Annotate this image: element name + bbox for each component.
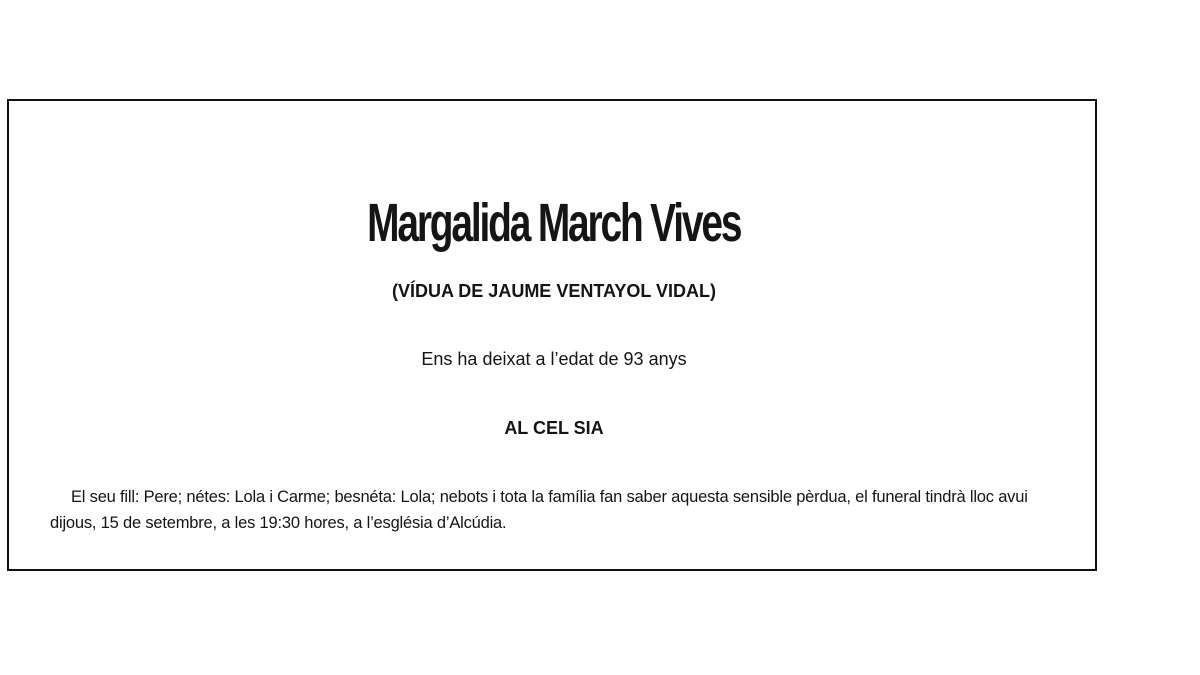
deceased-name: Margalida March Vives [367, 193, 741, 253]
farewell-line: AL CEL SIA [504, 418, 604, 438]
widow-subtitle: (VÍDUA DE JAUME VENTAYOL VIDAL) [391, 281, 717, 301]
age-line: Ens ha deixat a l’edat de 93 anys [421, 349, 687, 369]
funeral-announcement-text: El seu fill: Pere; nétes: Lola i Carme; besnéta: Lola; nebots i tota la família fan saber aquesta sensible pèrdua, el funeral tindrà lloc avui dijous, 15 de setembre, a les 19:30 hores, a l’església d’Alcúdia. [50, 488, 1028, 532]
